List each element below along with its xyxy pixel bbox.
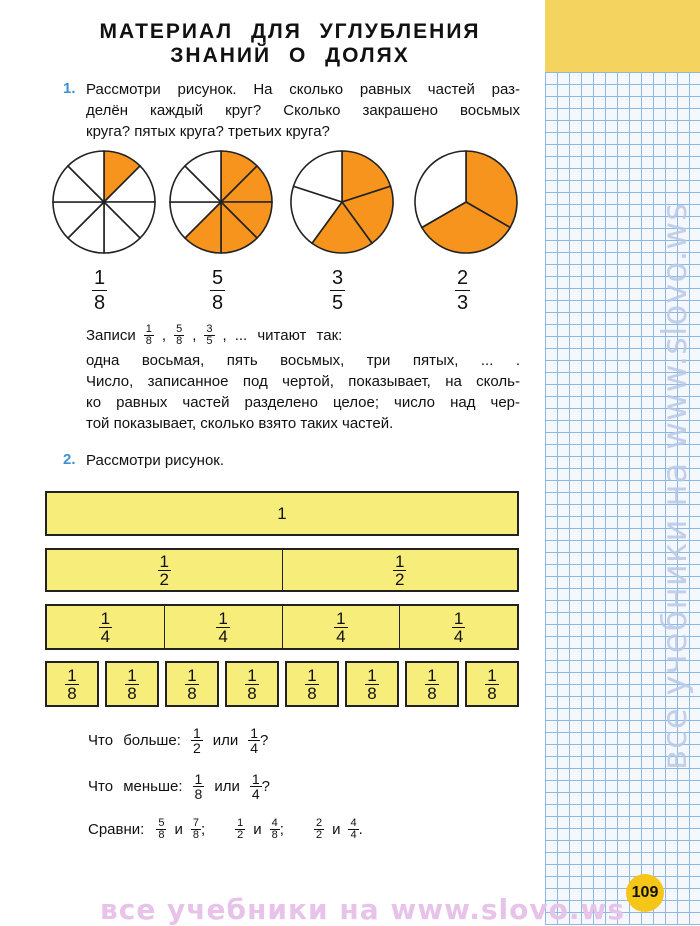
explain-line: ко равных частей разделено целое; число над чер- bbox=[86, 394, 520, 411]
fraction: $\frac{1}{8}$ bbox=[194, 771, 203, 802]
bar-fraction: $\frac{1}{8}$ bbox=[247, 665, 257, 703]
task1-question-line: делён каждый круг? Сколько закрашено восьмых bbox=[86, 102, 520, 119]
circle-fraction-label: $\frac{2}{3}$ bbox=[457, 267, 469, 314]
bar-fraction: $\frac{1}{8}$ bbox=[427, 665, 437, 703]
question-less-text: Что меньше: bbox=[88, 778, 183, 795]
bar-fraction: $\frac{1}{4}$ bbox=[218, 608, 228, 646]
task1-question-line: круга? пятых круга? третьих круга? bbox=[86, 123, 330, 140]
bar-segment bbox=[164, 606, 282, 648]
fraction: $\frac{5}{8}$ bbox=[158, 817, 165, 841]
or-word: или bbox=[212, 732, 239, 749]
bar-segment bbox=[285, 661, 339, 707]
and-word: и bbox=[174, 821, 183, 838]
bar-segment bbox=[282, 550, 518, 590]
and-word: и bbox=[253, 821, 262, 838]
bar-segment bbox=[47, 550, 282, 590]
fraction-circle bbox=[415, 151, 517, 253]
page-number: 109 bbox=[626, 874, 664, 912]
bar-fraction: $\frac{1}{8}$ bbox=[187, 665, 197, 703]
circle-fraction-label: $\frac{5}{8}$ bbox=[212, 267, 224, 314]
compare-text: Сравни: bbox=[88, 821, 145, 838]
question-more: Что больше: $\frac{1}{2}$ или $\frac{1}{4}$ ? bbox=[88, 725, 269, 756]
side-watermark: все учебники на www.slovo.ws bbox=[655, 202, 695, 770]
circle-fraction-label: $\frac{3}{5}$ bbox=[332, 267, 344, 314]
fraction: $\frac{2}{2}$ bbox=[315, 817, 323, 841]
explain-line: Число, записанное под чертой, показывает, на сколь- bbox=[86, 373, 520, 390]
fraction-circle bbox=[53, 151, 155, 253]
fraction: $\frac{1}{4}$ bbox=[251, 771, 260, 802]
compare-line: Сравни: $\frac{5}{8}$ и $\frac{7}{8}$ ; $\frac{1}{2}$ и $\frac{4}{8}$ ; $\frac{2}{2}$ и $\frac{4}{4}$ . bbox=[88, 817, 363, 841]
fraction: $\frac{1}{2}$ bbox=[237, 817, 244, 841]
bar-segment bbox=[399, 606, 517, 648]
task2-prompt: Рассмотри рисунок. bbox=[86, 452, 225, 469]
notes-fraction: $\frac{3}{5}$ bbox=[206, 323, 213, 347]
bar-eighths bbox=[45, 661, 519, 707]
bar-segment bbox=[47, 606, 164, 648]
or-word: или bbox=[214, 778, 240, 795]
bar-segment bbox=[165, 661, 219, 707]
page-title-line1: МАТЕРИАЛ ДЛЯ УГЛУБЛЕНИЯ bbox=[99, 20, 481, 43]
yellow-band bbox=[545, 0, 700, 72]
explain-line: одна восьмая, пять восьмых, три пятых, ... . bbox=[86, 352, 520, 369]
notes-fraction: $\frac{1}{8}$ bbox=[145, 323, 152, 347]
question-less: Что меньше: $\frac{1}{8}$ или $\frac{1}{4}$ ? bbox=[88, 771, 270, 802]
fraction: $\frac{1}{2}$ bbox=[192, 725, 201, 756]
bar-whole-label: 1 bbox=[277, 503, 287, 523]
bar-fraction: $\frac{1}{8}$ bbox=[67, 665, 77, 703]
notes-fraction: $\frac{5}{8}$ bbox=[176, 323, 183, 347]
page-title-line2: ЗНАНИЙ О ДОЛЯХ bbox=[170, 44, 410, 67]
notes-intro: Записи bbox=[86, 327, 136, 344]
question-more-text: Что больше: bbox=[88, 732, 181, 749]
bottom-watermark: все учебники на www.slovo.ws bbox=[100, 893, 625, 926]
fraction-circle bbox=[170, 151, 272, 253]
bar-segment bbox=[225, 661, 279, 707]
task1-explanation bbox=[86, 350, 520, 434]
explain-line: той показывает, сколько взято таких частей. bbox=[86, 415, 394, 432]
notes-line: Записи $\frac{1}{8}$ , $\frac{5}{8}$ , $\frac{3}{5}$ , ... читают так: bbox=[86, 323, 343, 347]
bar-halves bbox=[45, 548, 519, 592]
circles-figure bbox=[40, 150, 530, 260]
bar-fraction: $\frac{1}{4}$ bbox=[453, 608, 464, 646]
bar-fraction: $\frac{1}{8}$ bbox=[127, 665, 137, 703]
bar-fraction: $\frac{1}{4}$ bbox=[336, 608, 346, 646]
and-word: и bbox=[332, 821, 341, 838]
bar-fraction: $\frac{1}{4}$ bbox=[100, 608, 111, 646]
fraction: $\frac{1}{4}$ bbox=[250, 725, 259, 756]
bar-fraction: $\frac{1}{8}$ bbox=[307, 665, 317, 703]
task1-question-line: Рассмотри рисунок. На сколько равных частей раз- bbox=[86, 81, 520, 98]
bar-fraction: $\frac{1}{8}$ bbox=[487, 665, 497, 703]
task1-question bbox=[86, 79, 520, 142]
bar-segment bbox=[105, 661, 159, 707]
task2-number: 2. bbox=[63, 451, 76, 468]
fraction-circle bbox=[291, 151, 393, 253]
fraction: $\frac{7}{8}$ bbox=[192, 817, 199, 841]
bar-segment bbox=[405, 661, 459, 707]
bar-fraction: $\frac{1}{2}$ bbox=[395, 551, 405, 589]
task1-number: 1. bbox=[63, 80, 76, 97]
bar-fraction: $\frac{1}{8}$ bbox=[367, 665, 377, 703]
circle-fraction-label: $\frac{1}{8}$ bbox=[94, 267, 106, 314]
bar-segment bbox=[282, 606, 400, 648]
fraction: $\frac{4}{8}$ bbox=[271, 817, 278, 841]
bar-quarters bbox=[45, 604, 519, 650]
bar-segment bbox=[45, 661, 99, 707]
bar-whole bbox=[45, 491, 519, 536]
bar-fraction: $\frac{1}{2}$ bbox=[159, 551, 169, 589]
fraction: $\frac{4}{4}$ bbox=[350, 817, 357, 841]
bar-segment bbox=[345, 661, 399, 707]
notes-tail: ... читают так: bbox=[234, 327, 343, 344]
bar-segment bbox=[465, 661, 519, 707]
